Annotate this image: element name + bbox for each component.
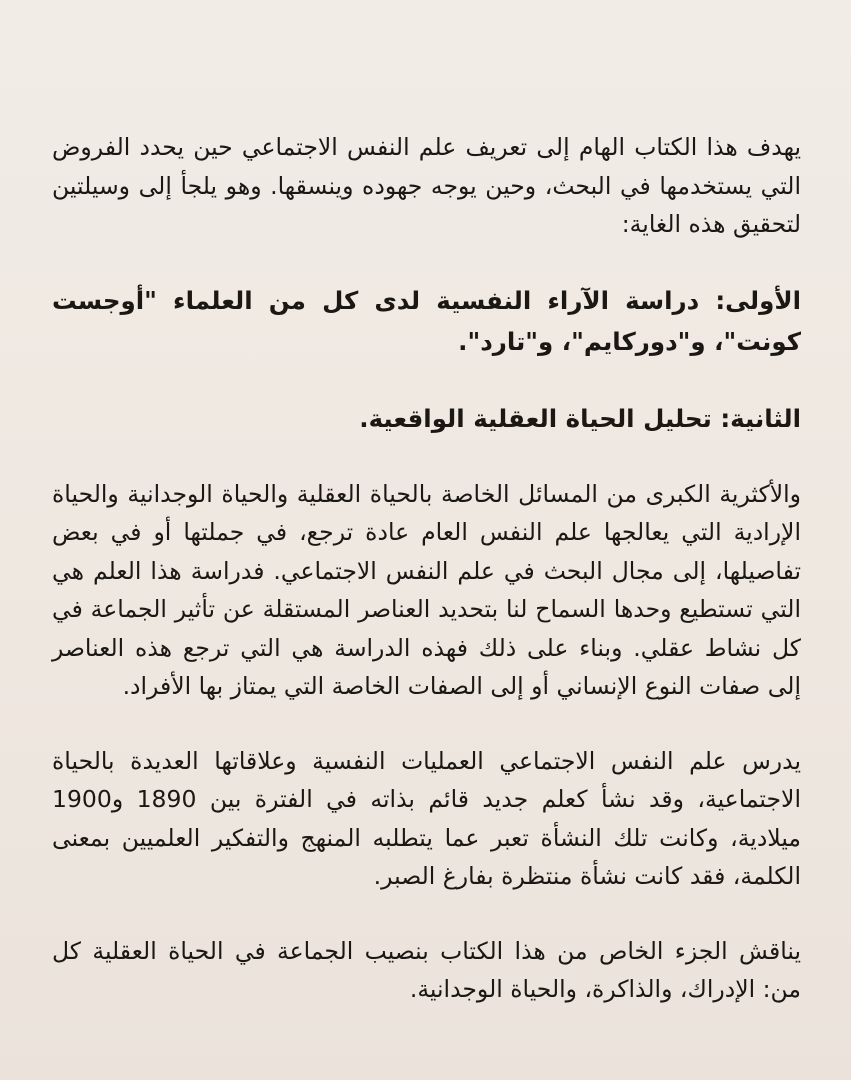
mental-life-paragraph: والأكثرية الكبرى من المسائل الخاصة بالحياة العقلية والحياة الوجدانية والحياة الإرادية التي يعالجها علم النفس العام عادة ترجع، في جملتها أو في بعض تفاصيلها، إلى مجال البحث في علم النفس الاجتماعي. فدراسة هذا العلم هي التي تستطيع وحدها السماح لنا بتحديد العناصر المستقلة عن تأثير الجماعة في كل نشاط عقلي. وبناء على ذلك فهذه الدراسة هي التي ترجع هذه العناصر إلى صفات النوع الإنساني أو إلى الصفات الخاصة التي يمتاز بها الأفراد. [52, 479, 801, 700]
first-method-paragraph: الأولى: دراسة الآراء النفسية لدى كل من العلماء "أوجست كونت"، و"دوركايم"، و"تارد". [52, 285, 801, 356]
intro-paragraph: يهدف هذا الكتاب الهام إلى تعريف علم النفس الاجتماعي حين يحدد الفروض التي يستخدمها في البحث، وحين يوجه جهوده وينسقها. وهو يلجأ إلى وسيلتين لتحقيق هذه الغاية: [52, 133, 801, 238]
social-psychology-paragraph: يدرس علم النفس الاجتماعي العمليات النفسية وعلاقاتها العديدة بالحياة الاجتماعية، وقد نشأ كعلم جديد قائم بذاته في الفترة بين 1890 و1900 ميلادية، وكانت تلك النشأة تعبر عما يتطلبه المنهج والتفكير العلميين بمعنى الكلمة، فقد كانت نشأة منتظرة بفارغ الصبر. [52, 746, 801, 890]
second-method-paragraph: الثانية: تحليل الحياة العقلية الواقعية. [359, 403, 801, 433]
book-content-paragraph: يناقش الجزء الخاص من هذا الكتاب بنصيب الجماعة في الحياة العقلية كل من: الإدراك، والذاكرة، والحياة الوجدانية. [52, 936, 801, 1003]
